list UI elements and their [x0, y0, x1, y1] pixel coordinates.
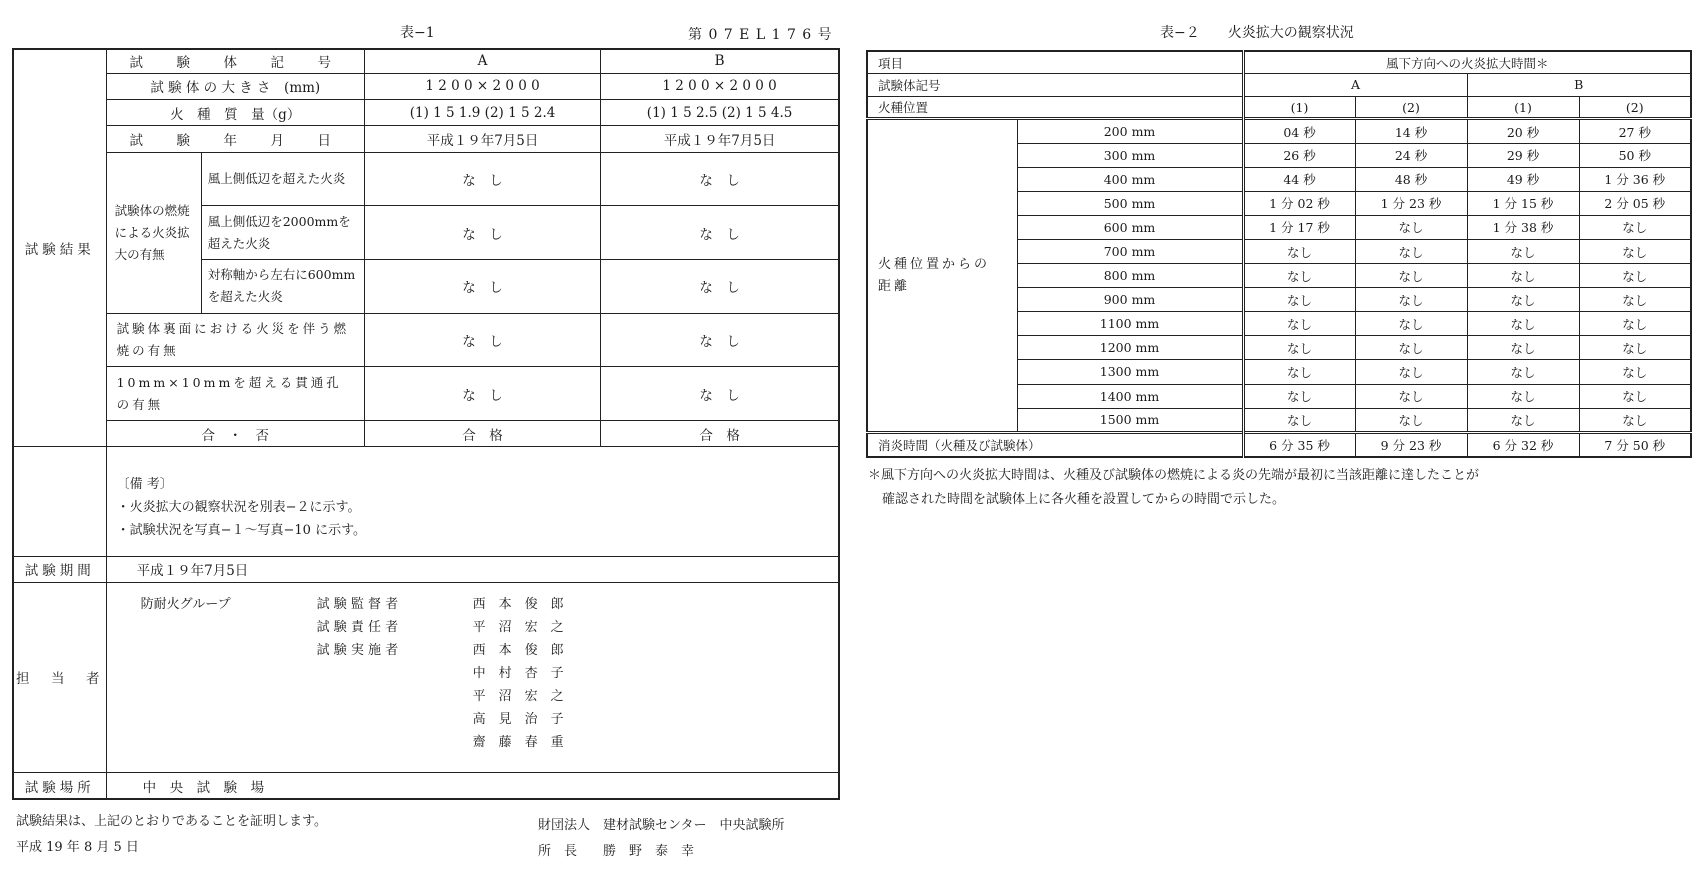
- extinguish-time-value: 6 分 35 秒: [1243, 432, 1355, 457]
- extinguish-time-value: 6 分 32 秒: [1467, 432, 1579, 457]
- column-b-header: B: [1467, 74, 1691, 97]
- specimen-label: 試験体記号: [867, 74, 1243, 97]
- specimen-size-a: 1 2 0 0 × 2 0 0 0: [364, 73, 600, 99]
- backside-burning-a: な し: [364, 313, 600, 367]
- distance-value: 200 mm: [1017, 119, 1243, 143]
- fire-mass-b: (1) 1 5 2.5 (2) 1 5 4.5: [601, 100, 839, 126]
- spread-time-cell: なし: [1467, 239, 1579, 263]
- sub-column-header: (2): [1579, 96, 1691, 119]
- extinguish-time-label: 消炎時間（火種及び試験体）: [867, 432, 1243, 457]
- spread-item-label: 風上側低辺を超えた火炎: [201, 152, 364, 206]
- spread-time-cell: なし: [1467, 384, 1579, 408]
- through-hole-b: な し: [601, 367, 839, 421]
- spread-time-cell: 44 秒: [1243, 167, 1355, 191]
- staff-name: 西 本 俊 郎: [472, 642, 564, 658]
- spread-item-label: 対称軸から左右に600mmを超えた火炎: [201, 260, 364, 314]
- fire-position-label: 火種位置: [867, 96, 1243, 119]
- spread-time-cell: なし: [1355, 239, 1467, 263]
- specimen-id-label: 試 験 体 記 号: [106, 49, 364, 73]
- spread-time-cell: なし: [1355, 312, 1467, 336]
- test-place-label: 試験場所: [13, 773, 106, 799]
- spread-time-cell: 20 秒: [1467, 119, 1579, 143]
- backside-burning-b: な し: [601, 313, 839, 367]
- extinguish-time-value: 7 分 50 秒: [1579, 432, 1691, 457]
- spread-time-cell: なし: [1355, 360, 1467, 384]
- spread-time-cell: 29 秒: [1467, 143, 1579, 167]
- spread-item-b: な し: [601, 152, 839, 206]
- staff-name: 平 沼 宏 之: [472, 688, 564, 704]
- spread-time-cell: なし: [1467, 288, 1579, 312]
- test-date-a: 平成１９年7月5日: [364, 126, 600, 152]
- spread-time-cell: なし: [1579, 408, 1691, 432]
- distance-value: 1300 mm: [1017, 360, 1243, 384]
- spread-time-cell: なし: [1243, 288, 1355, 312]
- staff-group: 防耐火グループ: [140, 596, 231, 612]
- spread-time-cell: なし: [1355, 215, 1467, 239]
- spread-item-b: な し: [601, 206, 839, 260]
- flame-spread-group-label: 試験体の燃焼による火炎拡大の有無: [106, 152, 201, 313]
- organization-name: 財団法人 建材試験センター 中央試験所: [538, 818, 785, 833]
- spread-time-cell: なし: [1579, 312, 1691, 336]
- spread-time-cell: なし: [1243, 408, 1355, 432]
- spread-time-cell: なし: [1467, 408, 1579, 432]
- spread-time-cell: なし: [1579, 239, 1691, 263]
- spread-time-cell: なし: [1243, 360, 1355, 384]
- distance-value: 1500 mm: [1017, 408, 1243, 432]
- sub-column-header: (1): [1243, 96, 1355, 119]
- spread-time-cell: なし: [1579, 384, 1691, 408]
- spread-time-cell: なし: [1467, 312, 1579, 336]
- distance-label: 火種位置からの距離: [867, 119, 1017, 432]
- through-hole-label: 10mm×10mmを超える貫通孔の有無: [106, 367, 364, 421]
- staff-name: 中 村 杏 子: [472, 665, 564, 681]
- staff-role: 試 験 実 施 者: [316, 642, 399, 658]
- certification-date: 平成 19 年 8 月 5 日: [16, 840, 139, 855]
- spread-time-cell: 1 分 17 秒: [1243, 215, 1355, 239]
- spread-time-cell: なし: [1243, 264, 1355, 288]
- spread-time-cell: なし: [1579, 288, 1691, 312]
- distance-value: 500 mm: [1017, 191, 1243, 215]
- column-b-header: B: [601, 49, 839, 73]
- column-a-header: A: [1243, 74, 1467, 97]
- spread-item-b: な し: [601, 260, 839, 314]
- remarks-line: ・火炎拡大の観察状況を別表−２に示す。: [116, 500, 361, 516]
- spread-item-a: な し: [364, 206, 600, 260]
- spread-time-cell: 49 秒: [1467, 167, 1579, 191]
- distance-value: 900 mm: [1017, 288, 1243, 312]
- staff-role: 試 験 責 任 者: [316, 619, 399, 635]
- remarks-line: ・試験状況を写真−１～写真−10 に示す。: [116, 523, 367, 539]
- spread-time-cell: なし: [1579, 215, 1691, 239]
- spread-time-cell: 27 秒: [1579, 119, 1691, 143]
- spread-time-cell: なし: [1243, 384, 1355, 408]
- spread-time-cell: なし: [1467, 264, 1579, 288]
- spread-time-cell: なし: [1355, 288, 1467, 312]
- staff-name: 平 沼 宏 之: [472, 619, 564, 635]
- staff-list: [106, 582, 839, 772]
- spread-item-a: な し: [364, 260, 600, 314]
- staff-name: 西 本 俊 郎: [472, 596, 564, 612]
- spread-time-cell: 1 分 23 秒: [1355, 191, 1467, 215]
- distance-value: 600 mm: [1017, 215, 1243, 239]
- specimen-size-b: 1 2 0 0 × 2 0 0 0: [601, 73, 839, 99]
- spread-time-cell: なし: [1355, 264, 1467, 288]
- pass-fail-a: 合 格: [364, 420, 600, 446]
- staff-label: 担 当 者: [13, 582, 106, 772]
- spread-time-cell: なし: [1243, 312, 1355, 336]
- spread-time-cell: なし: [1579, 264, 1691, 288]
- column-a-header: A: [364, 49, 600, 73]
- spread-time-cell: なし: [1579, 360, 1691, 384]
- test-period-label: 試験期間: [13, 556, 106, 582]
- item-label: 項目: [867, 51, 1243, 74]
- test-result-label: 試験結果: [13, 49, 106, 447]
- distance-value: 1200 mm: [1017, 336, 1243, 360]
- through-hole-a: な し: [364, 367, 600, 421]
- fire-mass-label: 火 種 質 量（g）: [106, 100, 364, 126]
- remarks: [106, 447, 839, 556]
- spread-time-cell: 1 分 38 秒: [1467, 215, 1579, 239]
- staff-name: 齋 藤 春 重: [472, 734, 564, 750]
- spread-time-cell: なし: [1355, 336, 1467, 360]
- table2-title: 表−２ 火炎拡大の観察状況: [1160, 25, 1354, 41]
- spread-item-label: 風上側低辺を2000mmを超えた火炎: [201, 206, 364, 260]
- staff-names: [473, 593, 564, 754]
- test-period-value: 平成１９年7月5日: [106, 556, 839, 582]
- table2-note: 確認された時間を試験体上に各火種を設置してからの時間で示した。: [882, 492, 1286, 507]
- spread-time-cell: なし: [1355, 384, 1467, 408]
- flame-spread-table: [866, 50, 1692, 458]
- certification-text: 試験結果は、上記のとおりであることを証明します。: [16, 814, 327, 829]
- spread-time-cell: なし: [1355, 408, 1467, 432]
- test-date-label: 試 験 年 月 日: [106, 126, 364, 152]
- spread-time-cell: 1 分 02 秒: [1243, 191, 1355, 215]
- staff-role: 試 験 監 督 者: [316, 596, 399, 612]
- distance-value: 1100 mm: [1017, 312, 1243, 336]
- pass-fail-label: 合 ・ 否: [106, 420, 364, 446]
- sub-column-header: (2): [1355, 96, 1467, 119]
- backside-burning-label: 試験体裏面における火災を伴う燃焼の有無: [106, 313, 364, 367]
- spread-time-cell: 24 秒: [1355, 143, 1467, 167]
- staff-name: 高 見 治 子: [472, 711, 564, 727]
- spread-time-header: 風下方向への火炎拡大時間＊: [1243, 51, 1691, 74]
- distance-value: 400 mm: [1017, 167, 1243, 191]
- spread-time-cell: 1 分 36 秒: [1579, 167, 1691, 191]
- distance-value: 800 mm: [1017, 264, 1243, 288]
- distance-value: 300 mm: [1017, 143, 1243, 167]
- extinguish-time-value: 9 分 23 秒: [1355, 432, 1467, 457]
- spread-time-cell: 04 秒: [1243, 119, 1355, 143]
- table1-title: 表−1: [400, 25, 435, 41]
- test-date-b: 平成１９年7月5日: [601, 126, 839, 152]
- spread-item-a: な し: [364, 152, 600, 206]
- spread-time-cell: 14 秒: [1355, 119, 1467, 143]
- spread-time-cell: 48 秒: [1355, 167, 1467, 191]
- sub-column-header: (1): [1467, 96, 1579, 119]
- spread-time-cell: なし: [1243, 336, 1355, 360]
- distance-value: 700 mm: [1017, 239, 1243, 263]
- test-result-table: [12, 48, 840, 800]
- spread-time-cell: 2 分 05 秒: [1579, 191, 1691, 215]
- spread-time-cell: なし: [1579, 336, 1691, 360]
- specimen-size-label: 試 験 体 の 大 き さ (mm): [106, 73, 364, 99]
- staff-roles: [317, 593, 399, 662]
- fire-mass-a: (1) 1 5 1.9 (2) 1 5 2.4: [364, 100, 600, 126]
- remarks-title: 〔備 考〕: [116, 477, 173, 493]
- distance-value: 1400 mm: [1017, 384, 1243, 408]
- director-name: 所 長 勝 野 泰 幸: [538, 844, 695, 859]
- spread-time-cell: なし: [1467, 336, 1579, 360]
- spread-time-cell: 50 秒: [1579, 143, 1691, 167]
- spread-time-cell: なし: [1467, 360, 1579, 384]
- document-number: 第 0 7 E L 1 7 6 号: [688, 27, 833, 43]
- pass-fail-b: 合 格: [601, 420, 839, 446]
- spread-time-cell: 26 秒: [1243, 143, 1355, 167]
- test-place-value: 中 央 試 験 場: [106, 773, 839, 799]
- distance-row: [867, 119, 1691, 143]
- spread-time-cell: 1 分 15 秒: [1467, 191, 1579, 215]
- table2-note: ＊風下方向への火炎拡大時間は、火種及び試験体の燃焼による炎の先端が最初に当該距離に達したことが: [868, 468, 1480, 483]
- spread-time-cell: なし: [1243, 239, 1355, 263]
